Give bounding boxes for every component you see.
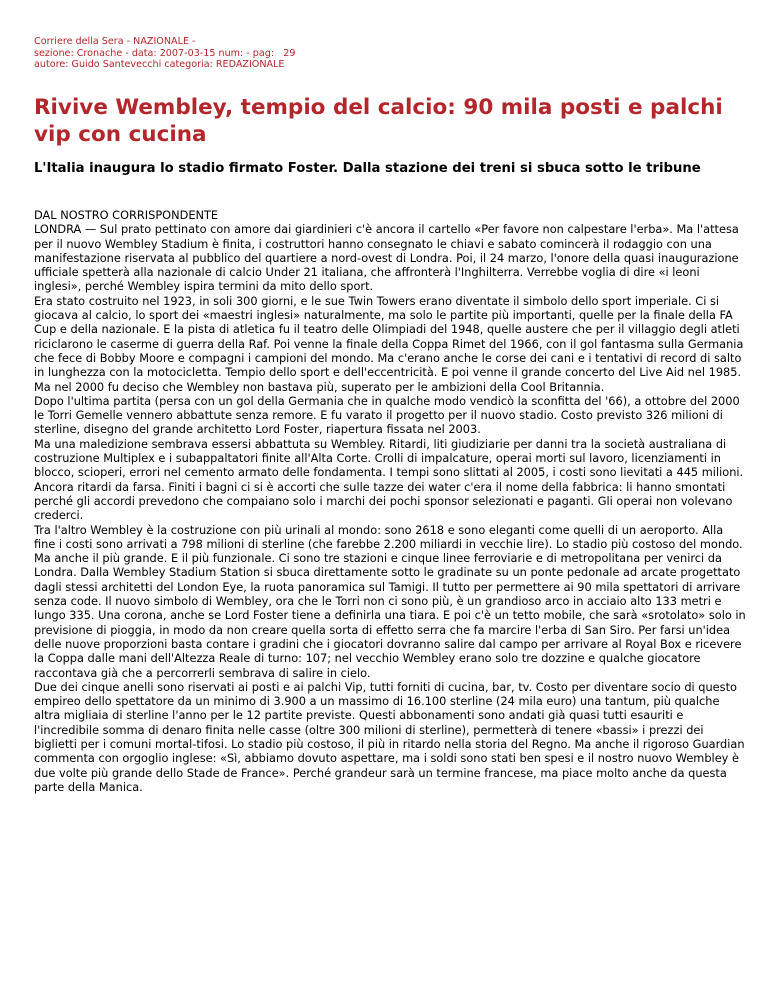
article-metadata (34, 36, 746, 71)
body-paragraph: LONDRA — Sul prato pettinato con amore dai giardinieri c'è ancora il cartello «Per favore non calpestare l'erba». Ma l'attesa per il nuovo Wembley Stadium è finita, i costruttori hanno consegnato le chiavi e sabato comincerà il rodaggio con una manifestazione riservata al pubblico del quartiere a nord-ovest di Londra. Poi, il 24 marzo, l'onore della quasi inaugurazione ufficiale spetterà alla nazionale di calcio Under 21 italiana, che affronterà l'Inghilterra. Verrebbe voglia di dire «i leoni inglesi», perché Wembley ispira termini da mito dello sport. (34, 222, 739, 294)
body-paragraph: Due dei cinque anelli sono riservati ai posti e ai palchi Vip, tutti forniti di cucina, bar, tv. Costo per diventare socio di questo empireo dello spettatore da un minimo di 3.900 a un massimo di 16.100 sterline (24 mila euro) una tantum, più qualche altra migliaia di sterline l'anno per le 12 partite previste. Questi abbonamenti sono andati già quasi tutti esauriti e l'incredibile somma di denaro finita nelle casse (oltre 300 milioni di sterline), permetterà di tenere «bassi» i prezzi dei biglietti per i comuni mortal-tifosi. Lo stadio più costoso, il più in ritardo nella storia del Regno. Ma anche il rigoroso Guardian commenta con orgoglio inglese: «Sì, abbiamo dovuto aspettare, ma i soldi sono stati ben spesi e il nostro nuovo Wembley è due volte più grande dello Stade de France». Perché grandeur sarà un termine francese, ma piace molto anche da questa parte della Manica. (34, 679, 745, 794)
metadata-line-source: Corriere della Sera - NAZIONALE - (34, 36, 196, 47)
metadata-line-section: sezione: Cronache - data: 2007-03-15 num: - pag: 29 (34, 47, 296, 59)
metadata-line-author: autore: Guido Santevecchi categoria: REDAZIONALE (34, 59, 285, 71)
article-body (34, 208, 746, 794)
body-paragraph: DAL NOSTRO CORRISPONDENTE (34, 208, 219, 222)
body-paragraph: Tra l'altro Wembley è la costruzione con più urinali al mondo: sono 2618 e sono eleganti come quelli di un aeroporto. Alla fine i costi sono arrivati a 798 milioni di sterline (che farebbe 2.200 miliardi in vecchie lire). Lo stadio più costoso del mondo. Ma anche il più grande. E il più funzionale. Ci sono tre stazioni e cinque linee ferroviarie e di metropolitana per venirci da Londra. Dalla Wembley Stadium Station si sbuca direttamente sotto le gradinate su un ponte pedonale ad arcate progettato dagli stessi architetti del London Eye, la ruota panoramica sul Tamigi. Il tutto per permettere ai 90 mila spettatori di arrivare senza code. Il nuovo simbolo di Wembley, ora che le Torri non ci sono più, è un grandioso arco in acciaio alto 133 metri e lungo 335. Una corona, anche se Lord Foster tiene a definirla una tiara. E poi c'è un tetto mobile, che sarà «srotolato» solo in previsione di pioggia, in modo da non creare quella sorta di effetto serra che fa marcire l'erba di San Siro. Per farsi un'idea delle nuove proporzioni basta contare i gradini che i giocatori dovranno salire dal campo per arrivare al Royal Box e ricevere la Coppa dalle mani dell'Altezza Reale di turno: 107; nel vecchio Wembley erano solo tre dozzine e qualche giocatore raccontava già che a percorrerli sembrava di salire in cielo. (34, 522, 746, 680)
body-paragraph: Era stato costruito nel 1923, in soli 300 giorni, e le sue Twin Towers erano diventate il simbolo dello sport imperiale. Ci si giocava al calcio, lo sport dei «maestri inglesi» naturalmente, ma solo le partite più importanti, quelle per la finale della FA Cup e della nazionale. E la pista di atletica fu il teatro delle Olimpiadi del 1948, quelle austere che per il villaggio degli atleti riciclarono le caserme di guerra della Raf. Poi venne la finale della Coppa Rimet del 1966, con il gol fantasma sulla Germania che fece di Bobby Moore e compagni i campioni del mondo. Ma c'erano anche le corse dei cani e i tentativi di record di salto in lunghezza con la motocicletta. Tempio dello sport e dell'eccentricità. E poi venne il grande concerto del Live Aid nel 1985. Ma nel 2000 fu deciso che Wembley non bastava più, superato per le ambizioni della Cool Britannia. (34, 293, 744, 394)
article-headline: Rivive Wembley, tempio del calcio: 90 mila posti e palchi vip con cucina (34, 95, 723, 147)
article-subheadline: L'Italia inaugura lo stadio firmato Foster. Dalla stazione dei treni si sbuca sotto le tribune (34, 161, 701, 176)
body-paragraph: Ma una maledizione sembrava essersi abbattuta su Wembley. Ritardi, liti giudiziarie per danni tra la società australiana di costruzione Multiplex e i subappaltatori finite all'Alta Corte. Crolli di impalcature, operai morti sul lavoro, licenziamenti in blocco, scioperi, errori nel cemento armato delle fondamenta. I tempi sono slittati al 2005, i costi sono lievitati a 445 milioni. Ancora ritardi da farsa. Finiti i bagni ci si è accorti che sulle tazze dei water c'era il nome della fabbrica: li hanno smontati perché gli accordi prevedono che compaiano solo i marchi dei pochi sponsor selezionati e paganti. Gli operai non volevano crederci. (34, 436, 744, 523)
article (34, 36, 746, 794)
body-paragraph: Dopo l'ultima partita (persa con un gol della Germania che in qualche modo vendicò la sconfitta del '66), a ottobre del 2000 le Torri Gemelle vennero abbattute senza remore. E fu varato il progetto per il nuovo stadio. Costo previsto 326 milioni di sterline, disegno del grande architetto Lord Foster, riapertura fissata nel 2003. (34, 393, 740, 437)
